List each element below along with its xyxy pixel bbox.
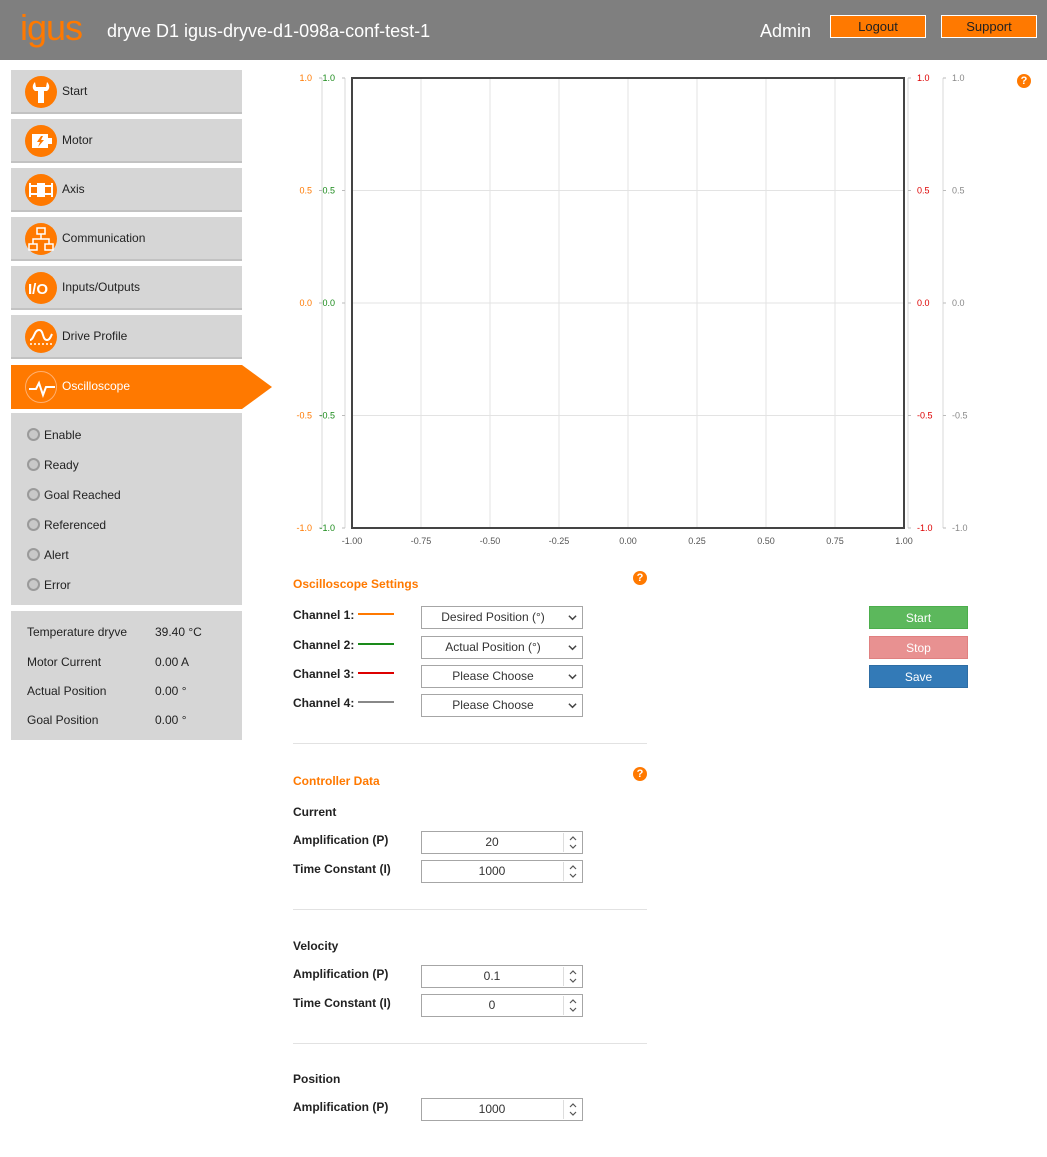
spinner-arrows-icon[interactable]: [563, 862, 581, 881]
sidebar-item-label: Start: [62, 84, 88, 98]
current-time-constant-label: Time Constant (I): [293, 862, 391, 876]
stop-recording-button[interactable]: Stop: [869, 636, 968, 659]
position-amplification-label: Amplification (P): [293, 1100, 389, 1114]
channel-2-select[interactable]: [421, 636, 583, 659]
status-label: Referenced: [44, 518, 107, 532]
status-indicator-icon: [27, 518, 40, 531]
sidebar-item-oscilloscope[interactable]: [11, 365, 242, 409]
current-amplification-value: 20: [485, 835, 499, 849]
y-tick-label: 0.0: [952, 298, 965, 308]
x-tick-label: 0.75: [826, 536, 844, 546]
section-divider: [293, 743, 647, 744]
sidebar-item-label: Motor: [62, 133, 93, 147]
status-label: Ready: [44, 458, 79, 472]
chevron-down-icon: [568, 643, 577, 652]
y-tick-label: 1.0: [952, 73, 965, 83]
position-amplification-input[interactable]: [421, 1098, 583, 1121]
channel-3-label: Channel 3:: [293, 667, 355, 681]
velocity-time-constant-value: 0: [488, 998, 496, 1012]
velocity-amplification-input[interactable]: [421, 965, 583, 988]
spinner-arrows-icon[interactable]: [563, 967, 581, 986]
active-nav-arrow: [242, 365, 272, 409]
sidebar-item-axis[interactable]: [11, 168, 242, 212]
info-label: Actual Position: [27, 684, 107, 698]
channel-4-select[interactable]: [421, 694, 583, 717]
channel-1-label: Channel 1:: [293, 608, 355, 622]
section-divider: [293, 909, 647, 910]
drive-profile-icon: [25, 321, 57, 353]
y-tick-label: 0.0: [299, 298, 312, 308]
velocity-time-constant-input[interactable]: [421, 994, 583, 1017]
info-value: 39.40 °C: [155, 625, 202, 639]
x-tick-label: -0.75: [410, 536, 432, 546]
y-tick-label: 0.0: [917, 298, 930, 308]
y-tick-label: -1.0: [917, 523, 933, 533]
info-label: Motor Current: [27, 655, 102, 669]
support-button[interactable]: Support: [941, 15, 1037, 38]
status-indicator-icon: [27, 548, 40, 561]
sidebar-item-label: Axis: [62, 182, 85, 196]
sidebar-item-drive-profile[interactable]: [11, 315, 242, 359]
status-label: Enable: [44, 428, 82, 442]
channel-2-label: Channel 2:: [293, 638, 355, 652]
oscilloscope-icon: [25, 371, 57, 403]
velocity-time-constant-label: Time Constant (I): [293, 996, 391, 1010]
info-value: 0.00 °: [155, 684, 187, 698]
y-tick-label: 1.0: [299, 73, 312, 83]
start-recording-button[interactable]: Start: [869, 606, 968, 629]
sidebar-item-communication[interactable]: [11, 217, 242, 261]
y-tick-label: -0.5: [917, 410, 933, 421]
channel-3-selected-value: Please Choose: [452, 669, 534, 683]
sidebar-item-label: Oscilloscope: [62, 379, 131, 393]
position-amplification-value: 1000: [478, 1102, 506, 1116]
sidebar-item-inputs-outputs[interactable]: [11, 266, 242, 310]
y-tick-label: -1.0: [952, 523, 968, 533]
channel-4-label: Channel 4:: [293, 696, 355, 710]
y-tick-label: -1.0: [319, 523, 335, 533]
current-section-title: Current: [293, 805, 337, 819]
channel-4-selected-value: Please Choose: [452, 698, 534, 712]
x-tick-label: -0.50: [479, 536, 501, 546]
sidebar-item-label: Drive Profile: [62, 329, 128, 343]
x-tick-label: 0.00: [619, 536, 637, 546]
channel-1-select[interactable]: [421, 606, 583, 629]
x-tick-label: -0.25: [548, 536, 570, 546]
sidebar-item-label: Inputs/Outputs: [62, 280, 141, 294]
sidebar-item-motor[interactable]: [11, 119, 242, 163]
y-tick-label: 1.0: [322, 73, 335, 83]
network-icon: [25, 223, 57, 255]
section-divider: [293, 1043, 647, 1044]
axis-icon: [25, 174, 57, 206]
info-value: 0.00 °: [155, 713, 187, 727]
sidebar-item-label: Communication: [62, 231, 146, 245]
x-tick-label: 0.50: [757, 536, 775, 546]
channel-1-color-swatch: [358, 613, 394, 615]
y-tick-label: 0.5: [917, 185, 930, 196]
velocity-amplification-value: 0.1: [483, 969, 501, 983]
channel-1-selected-value: Desired Position (°): [441, 610, 545, 624]
current-amplification-label: Amplification (P): [293, 833, 389, 847]
info-panel: [11, 611, 242, 740]
info-label: Temperature dryve: [27, 625, 128, 639]
header-bar: [0, 0, 1047, 60]
status-indicator-icon: [27, 488, 40, 501]
info-value: 0.00 A: [155, 655, 190, 669]
status-panel: [11, 413, 242, 605]
y-tick-label: 0.0: [322, 298, 335, 308]
info-label: Goal Position: [27, 713, 99, 727]
y-tick-label: 0.5: [322, 185, 335, 196]
y-tick-label: -0.5: [319, 410, 335, 421]
x-tick-label: -1.00: [341, 536, 363, 546]
svg-text:igus: igus: [20, 10, 83, 48]
spinner-arrows-icon[interactable]: [563, 996, 581, 1015]
igus-logo: [20, 10, 92, 50]
status-indicator-icon: [27, 458, 40, 471]
current-time-constant-input[interactable]: [421, 860, 583, 883]
device-title: dryve D1 igus-dryve-d1-098a-conf-test-1: [107, 21, 431, 41]
status-indicator-icon: [27, 578, 40, 591]
y-tick-label: -0.5: [952, 410, 968, 421]
save-recording-button[interactable]: Save: [869, 665, 968, 688]
status-label: Error: [44, 578, 71, 592]
oscilloscope-chart: [280, 66, 980, 556]
motor-icon: [25, 125, 57, 157]
channel-4-color-swatch: [358, 701, 394, 703]
io-icon: [25, 272, 57, 304]
sidebar-item-start[interactable]: [11, 70, 242, 114]
wrench-icon: [25, 76, 57, 108]
channel-3-select[interactable]: [421, 665, 583, 688]
controller-help-icon[interactable]: ?: [633, 767, 647, 781]
chevron-down-icon: [568, 672, 577, 681]
y-tick-label: -0.5: [296, 410, 312, 421]
status-indicator-icon: [27, 428, 40, 441]
current-time-constant-value: 1000: [478, 864, 506, 878]
y-tick-label: 0.5: [952, 185, 965, 196]
logout-button[interactable]: Logout: [830, 15, 926, 38]
spinner-arrows-icon[interactable]: [563, 1100, 581, 1119]
user-name: Admin: [760, 21, 812, 41]
status-label: Alert: [44, 548, 69, 562]
channel-2-color-swatch: [358, 643, 394, 645]
settings-help-icon[interactable]: ?: [633, 571, 647, 585]
velocity-amplification-label: Amplification (P): [293, 967, 389, 981]
oscilloscope-settings-title: Oscilloscope Settings: [293, 577, 419, 591]
y-tick-label: -1.0: [296, 523, 312, 533]
chart-help-icon[interactable]: ?: [1017, 74, 1031, 88]
y-tick-label: 0.5: [299, 185, 312, 196]
spinner-arrows-icon[interactable]: [563, 833, 581, 852]
chevron-down-icon: [568, 613, 577, 622]
chevron-down-icon: [568, 701, 577, 710]
controller-data-title: Controller Data: [293, 774, 380, 788]
position-section-title: Position: [293, 1072, 341, 1086]
y-tick-label: 1.0: [917, 73, 930, 83]
channel-2-selected-value: Actual Position (°): [445, 640, 541, 654]
status-label: Goal Reached: [44, 488, 121, 502]
current-amplification-input[interactable]: [421, 831, 583, 854]
velocity-section-title: Velocity: [293, 939, 339, 953]
x-tick-label: 1.00: [895, 536, 913, 546]
x-tick-label: 0.25: [688, 536, 706, 546]
svg-text:I/O: I/O: [28, 281, 49, 298]
channel-3-color-swatch: [358, 672, 394, 674]
